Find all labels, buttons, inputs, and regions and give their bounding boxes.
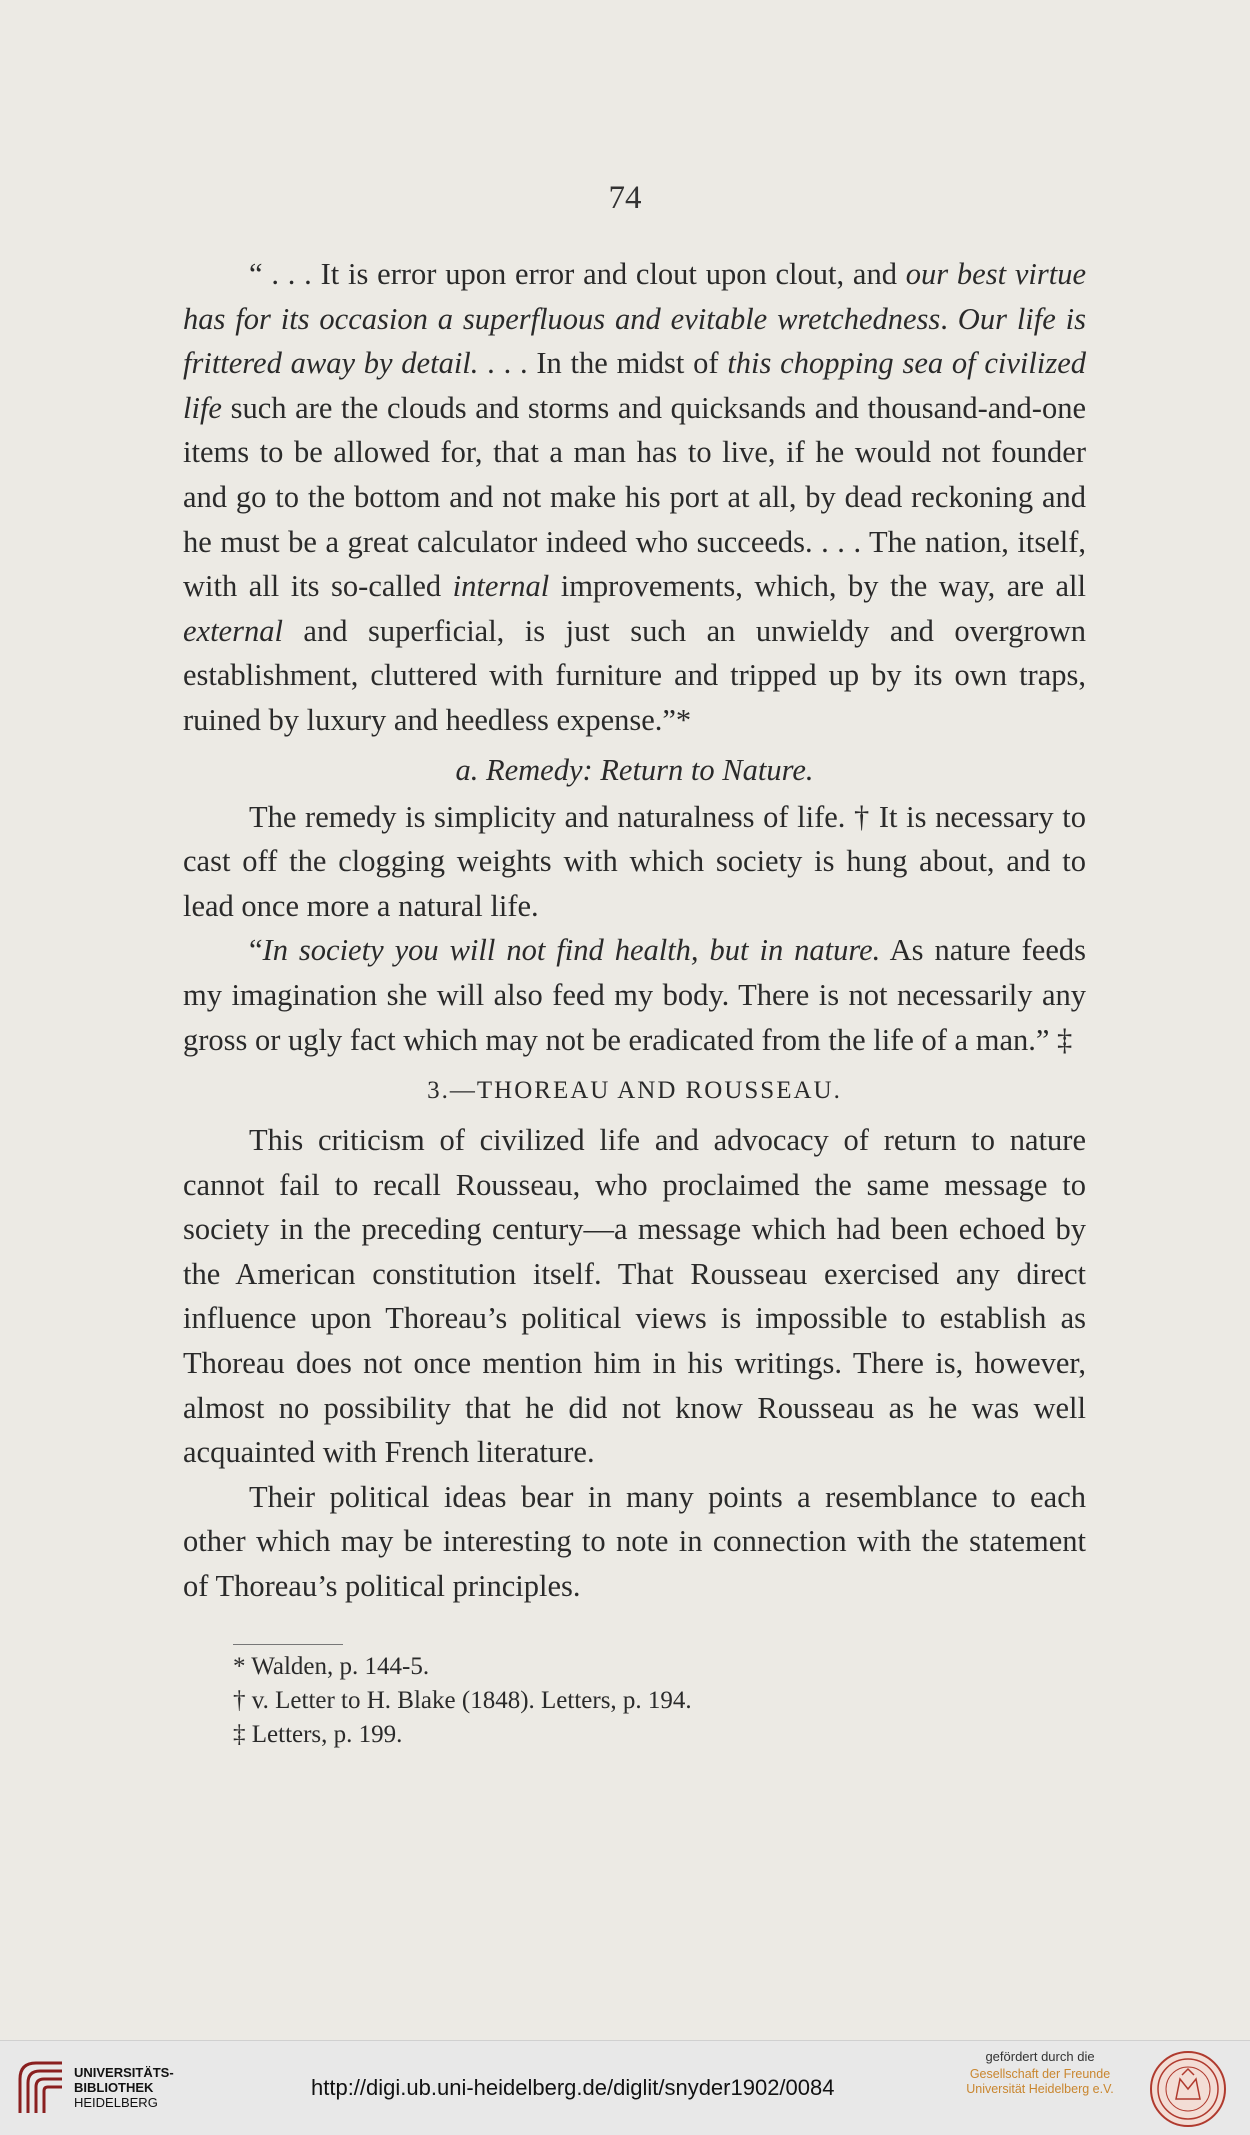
footnote-3: ‡ Letters, p. 199.	[233, 1721, 403, 1748]
library-name	[74, 2065, 174, 2110]
quote-nature-italic: In society you will not find health, but in nature.	[262, 933, 881, 968]
paragraph-rousseau: This criticism of civilized life and advocacy of return to nature cannot fail to recall Rousseau, who proclaimed the same message to society in the preceding century—a message which had been echoed by the American constitution itself. That Rousseau exercised any direct influence upon Thoreau’s political views is impossible to establish as Thoreau does not once mention him in his writings. There is, however, almost no possibility that he did not know Rousseau as he was well acquainted with French literature.	[183, 1123, 1086, 1470]
paragraph-remedy: The remedy is simplicity and naturalness of life. † It is necessary to cast off the clogging weights with which society is hung about, and to lead once more a natural life.	[183, 799, 1086, 923]
sponsor-prefix: gefördert durch die	[985, 2049, 1095, 2064]
sponsor-block	[950, 2047, 1130, 2097]
library-name-line-2: BIBLIOTHEK	[74, 2080, 154, 2095]
footnote-divider	[233, 1644, 343, 1645]
quote-walden-end: and superficial, is just such an unwieldy and overgrown establishment, cluttered with furniture and tripped up by its own traps, ruined by luxury and heedless expense.”*	[183, 613, 1086, 737]
body-text	[183, 252, 1086, 1609]
footnotes	[233, 1650, 1033, 1752]
footnote-2: † v. Letter to H. Blake (1848). Letters, p. 194.	[233, 1687, 692, 1714]
quote-walden-italic-2: Our life is frittered away by detail.	[183, 301, 1086, 381]
sponsor-name-line-2: Universität Heidelberg e.V.	[966, 2082, 1114, 2096]
section-heading-thoreau-rousseau: 3.—THOREAU AND ROUSSEAU.	[427, 1077, 842, 1105]
sponsor-name-line-1: Gesellschaft der Freunde	[969, 2067, 1111, 2081]
quote-walden-italic-4: internal	[452, 569, 550, 604]
quote-walden-mid-4: improvements, which, by the way, are all	[549, 569, 1086, 604]
quote-nature-open: “	[249, 933, 263, 968]
quote-walden-italic-5: external	[183, 613, 283, 648]
permalink-url[interactable]: http://digi.ub.uni-heidelberg.de/diglit/snyder1902/0084	[311, 2075, 835, 2100]
quote-walden-italic-3: this chopping sea of civilized life	[183, 346, 1086, 425]
library-name-line-1: UNIVERSITÄTS-	[74, 2065, 174, 2080]
university-seal-icon	[1148, 2049, 1228, 2129]
quote-walden-mid-1: .	[940, 301, 958, 336]
quote-walden	[183, 252, 1086, 743]
ub-heidelberg-logo-icon[interactable]	[12, 2055, 72, 2119]
quote-nature	[183, 928, 1086, 1062]
quote-walden-mid-2: . . . In the midst of	[478, 346, 728, 381]
digitization-footer	[0, 2040, 1250, 2135]
paragraph-political-ideas: Their political ideas bear in many points a resemblance to each other which may be interesting to note in connection with the statement of Thoreau’s political principles.	[183, 1479, 1086, 1604]
quote-walden-italic-1: our best virtue has for its occasion a superfluous and evitable wretchedness	[183, 257, 1086, 336]
page-number: 74	[608, 180, 642, 216]
quote-walden-mid-3: such are the clouds and storms and quicksands and thousand-and-one items to be allowed for, that a man has to live, if he would not founder and go to the bottom and not make his port at all, by dead reckoning and he must be a great calculator indeed who succeeds. . . . The nation, itself, with all its so-called	[183, 390, 1086, 604]
footnote-1: * Walden, p. 144-5.	[233, 1653, 430, 1680]
section-heading-remedy: a. Remedy: Return to Nature.	[455, 752, 814, 787]
library-name-line-3: HEIDELBERG	[74, 2095, 158, 2110]
quote-walden-open: “ . . . It is error upon error and clout upon clout, and	[249, 257, 906, 291]
quote-nature-rest: As nature feeds my imagination she will also feed my body. There is not necessarily any gross or ugly fact which may not be eradicated from the life of a man.” ‡	[183, 933, 1086, 1057]
